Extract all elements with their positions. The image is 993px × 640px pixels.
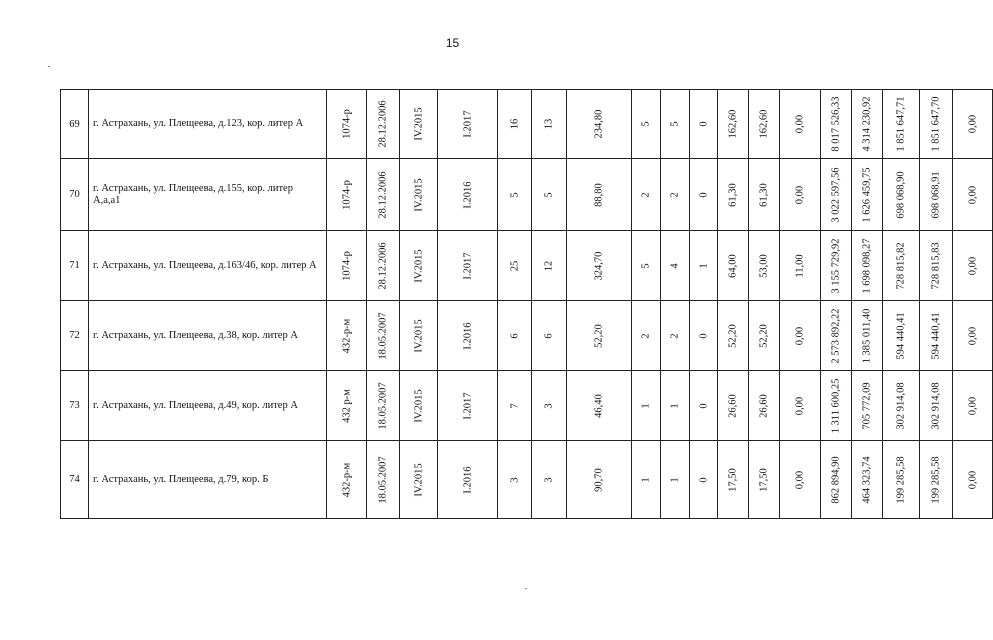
cell-v2 — [532, 301, 567, 371]
cell-value: I.2016 — [462, 180, 473, 209]
cell-end — [438, 301, 498, 371]
cell-value: 1 626 459,75 — [861, 166, 873, 223]
cell-value: I.2016 — [462, 465, 473, 494]
cell-value: 1 — [669, 476, 681, 483]
cell-v14 — [953, 90, 993, 159]
cell-value: 0 — [698, 332, 709, 339]
cell-v9 — [780, 231, 821, 301]
cell-v6 — [690, 441, 718, 519]
cell-start — [400, 371, 438, 441]
cell-v5 — [661, 90, 690, 159]
cell-v3 — [567, 90, 632, 159]
cell-v1 — [498, 301, 532, 371]
cell-v7 — [718, 301, 749, 371]
cell-value: 18.05.2007 — [377, 311, 389, 360]
row-number: 70 — [61, 159, 89, 231]
cell-doc-no — [327, 371, 367, 441]
table-row — [61, 90, 993, 159]
cell-v4 — [632, 231, 661, 301]
cell-v9 — [780, 371, 821, 441]
cell-end — [438, 90, 498, 159]
cell-value: 2 — [640, 191, 652, 198]
cell-v7 — [718, 371, 749, 441]
cell-v12 — [883, 159, 920, 231]
cell-value: 17,50 — [758, 467, 770, 492]
cell-v6 — [690, 301, 718, 371]
cell-value: 2 — [669, 332, 681, 339]
cell-value: IV.2015 — [413, 462, 424, 497]
cell-v8 — [749, 301, 780, 371]
cell-v9 — [780, 301, 821, 371]
cell-value: 5 — [640, 262, 652, 269]
cell-v8 — [749, 90, 780, 159]
cell-value: 61,30 — [758, 182, 770, 207]
cell-value: 16 — [509, 118, 520, 130]
cell-v10 — [821, 159, 852, 231]
row-number: 69 — [61, 90, 89, 159]
cell-v4 — [632, 90, 661, 159]
cell-v2 — [532, 371, 567, 441]
cell-value: 13 — [543, 118, 555, 130]
cell-value: 3 155 729,92 — [830, 237, 842, 294]
cell-value: 0,00 — [967, 185, 978, 204]
cell-doc-date — [367, 441, 400, 519]
cell-v2 — [532, 441, 567, 519]
cell-value: 6 — [543, 332, 555, 339]
cell-value: 698 068,90 — [895, 170, 907, 219]
cell-value: 26,60 — [727, 393, 739, 418]
address-cell: г. Астрахань, ул. Плещеева, д.79, кор. Б — [89, 441, 327, 519]
cell-v7 — [718, 159, 749, 231]
cell-v12 — [883, 231, 920, 301]
cell-doc-date — [367, 371, 400, 441]
cell-value: 199 285,58 — [895, 455, 907, 504]
cell-v5 — [661, 441, 690, 519]
cell-value: IV.2015 — [413, 107, 424, 141]
cell-v6 — [690, 231, 718, 301]
table-body — [61, 90, 993, 519]
cell-v13 — [920, 231, 953, 301]
cell-value: 0,00 — [967, 114, 978, 134]
cell-doc-no — [327, 441, 367, 519]
cell-v8 — [749, 441, 780, 519]
cell-value: I.2017 — [462, 110, 473, 138]
table-row — [61, 231, 993, 301]
cell-value: 464 323,74 — [861, 455, 873, 504]
cell-v14 — [953, 159, 993, 231]
scan-speck — [48, 66, 50, 67]
cell-value: 2 — [669, 191, 681, 198]
table-row — [61, 441, 993, 519]
cell-value: 0,00 — [967, 470, 978, 489]
cell-v7 — [718, 441, 749, 519]
cell-v7 — [718, 90, 749, 159]
cell-value: 698 068,91 — [930, 170, 942, 219]
cell-v13 — [920, 371, 953, 441]
cell-v3 — [567, 441, 632, 519]
cell-v3 — [567, 159, 632, 231]
cell-value: 18.05.2007 — [377, 455, 389, 504]
cell-value: 432-р-м — [341, 318, 352, 353]
cell-value: 28.12.2006 — [377, 100, 389, 148]
cell-value: 3 — [543, 476, 555, 483]
cell-end — [438, 441, 498, 519]
cell-value: 1 — [640, 402, 652, 409]
cell-v8 — [749, 231, 780, 301]
cell-end — [438, 371, 498, 441]
cell-value: I.2016 — [462, 321, 473, 350]
cell-value: 0,00 — [967, 326, 978, 345]
cell-value: 1 311 600,25 — [830, 378, 842, 433]
cell-value: 1 — [669, 402, 681, 409]
cell-value: 1074-р — [341, 179, 352, 210]
cell-value: 728 815,83 — [930, 241, 942, 290]
cell-v1 — [498, 371, 532, 441]
cell-value: 1 851 647,70 — [930, 96, 942, 152]
cell-value: 4 314 230,92 — [861, 96, 873, 152]
cell-value: 705 772,09 — [861, 381, 873, 430]
cell-v2 — [532, 90, 567, 159]
cell-v10 — [821, 231, 852, 301]
cell-value: 64,00 — [727, 253, 739, 278]
cell-value: 0,00 — [794, 114, 806, 134]
cell-value: 0 — [698, 402, 709, 409]
cell-doc-no — [327, 159, 367, 231]
cell-value: 52,20 — [758, 323, 770, 348]
cell-v8 — [749, 159, 780, 231]
cell-value: 53,00 — [758, 253, 770, 278]
cell-value: 324,70 — [593, 251, 605, 280]
cell-value: 52,20 — [593, 323, 605, 348]
housing-table — [60, 89, 993, 519]
cell-value: 1 — [698, 262, 709, 269]
cell-value: 17,50 — [727, 467, 739, 492]
cell-v13 — [920, 90, 953, 159]
cell-value: 728 815,82 — [895, 241, 907, 290]
cell-v5 — [661, 159, 690, 231]
cell-v11 — [852, 301, 883, 371]
cell-v11 — [852, 441, 883, 519]
cell-start — [400, 90, 438, 159]
cell-value: 12 — [543, 260, 555, 271]
cell-value: 52,20 — [727, 323, 739, 348]
cell-value: 88,80 — [593, 182, 605, 207]
cell-v2 — [532, 231, 567, 301]
cell-value: 25 — [509, 260, 520, 271]
cell-value: 5 — [543, 191, 555, 198]
cell-value: 3 — [543, 402, 555, 409]
cell-v12 — [883, 301, 920, 371]
row-number: 74 — [61, 441, 89, 519]
address-cell: г. Астрахань, ул. Плещеева, д.38, кор. литер А — [89, 301, 327, 371]
cell-v2 — [532, 159, 567, 231]
cell-v1 — [498, 90, 532, 159]
cell-v13 — [920, 301, 953, 371]
cell-value: 1 698 098,27 — [861, 237, 873, 294]
cell-value: 1 — [640, 476, 652, 483]
cell-value: 0,00 — [794, 185, 806, 204]
cell-value: 0 — [698, 121, 709, 127]
cell-value: 7 — [509, 402, 520, 409]
cell-v5 — [661, 371, 690, 441]
row-number: 71 — [61, 231, 89, 301]
cell-v11 — [852, 90, 883, 159]
cell-v10 — [821, 90, 852, 159]
cell-value: 0 — [698, 191, 709, 198]
table-row — [61, 159, 993, 231]
cell-value: 61,30 — [727, 182, 739, 207]
cell-value: 90,70 — [593, 467, 605, 492]
address-cell: г. Астрахань, ул. Плещеева, д.163/46, кор. литер А — [89, 231, 327, 301]
cell-value: 1074-р — [341, 250, 352, 281]
cell-v4 — [632, 371, 661, 441]
cell-value: IV.2015 — [413, 248, 424, 283]
cell-v11 — [852, 371, 883, 441]
cell-doc-date — [367, 90, 400, 159]
cell-value: 862 894,90 — [830, 455, 842, 504]
row-number: 73 — [61, 371, 89, 441]
cell-value: 1 385 011,40 — [861, 308, 873, 363]
cell-v7 — [718, 231, 749, 301]
cell-value: 162,60 — [758, 109, 770, 139]
cell-value: 199 285,58 — [930, 455, 942, 504]
cell-v6 — [690, 90, 718, 159]
cell-v13 — [920, 441, 953, 519]
cell-value: 0,00 — [967, 396, 978, 415]
table-row — [61, 371, 993, 441]
cell-v10 — [821, 371, 852, 441]
cell-value: 26,60 — [758, 393, 770, 418]
cell-value: IV.2015 — [413, 177, 424, 212]
cell-value: 162,60 — [727, 109, 739, 139]
cell-value: 2 573 892,22 — [830, 307, 842, 364]
cell-value: 3 — [509, 476, 520, 483]
cell-value: 6 — [509, 332, 520, 339]
cell-value: 1 851 647,71 — [895, 96, 907, 152]
cell-start — [400, 441, 438, 519]
cell-doc-date — [367, 301, 400, 371]
address-cell: г. Астрахань, ул. Плещеева, д.49, кор. литер А — [89, 371, 327, 441]
cell-doc-date — [367, 159, 400, 231]
cell-v8 — [749, 371, 780, 441]
cell-v4 — [632, 301, 661, 371]
row-number: 72 — [61, 301, 89, 371]
cell-value: 28.12.2006 — [377, 241, 389, 290]
cell-v6 — [690, 371, 718, 441]
cell-value: 0,00 — [794, 396, 806, 415]
cell-doc-no — [327, 231, 367, 301]
address-cell: г. Астрахань, ул. Плещеева, д.123, кор. литер А — [89, 90, 327, 159]
cell-v9 — [780, 90, 821, 159]
cell-value: 8 017 526,33 — [830, 96, 842, 152]
cell-value: 0,00 — [794, 470, 806, 489]
cell-value: I.2017 — [462, 251, 473, 280]
address-cell: г. Астрахань, ул. Плещеева, д.155, кор. литер А,а,а1 — [89, 159, 327, 231]
cell-v3 — [567, 301, 632, 371]
cell-v13 — [920, 159, 953, 231]
cell-v10 — [821, 441, 852, 519]
cell-value: IV.2015 — [413, 388, 424, 423]
cell-doc-no — [327, 301, 367, 371]
cell-v1 — [498, 159, 532, 231]
cell-v4 — [632, 159, 661, 231]
cell-v12 — [883, 441, 920, 519]
cell-v14 — [953, 371, 993, 441]
table-row — [61, 301, 993, 371]
cell-value: 432-р-м — [341, 462, 352, 497]
cell-value: I.2017 — [462, 391, 473, 420]
cell-value: IV.2015 — [413, 318, 424, 353]
cell-v3 — [567, 231, 632, 301]
cell-value: 0 — [698, 476, 709, 483]
cell-start — [400, 301, 438, 371]
cell-v3 — [567, 371, 632, 441]
cell-value: 3 022 597,56 — [830, 166, 842, 223]
cell-end — [438, 159, 498, 231]
cell-value: 0,00 — [794, 326, 806, 345]
cell-v1 — [498, 441, 532, 519]
cell-value: 2 — [640, 332, 652, 339]
scan-speck — [525, 588, 527, 589]
cell-value: 5 — [669, 121, 681, 127]
cell-start — [400, 231, 438, 301]
cell-v10 — [821, 301, 852, 371]
cell-value: 18.05.2007 — [377, 381, 389, 430]
cell-v12 — [883, 90, 920, 159]
cell-v5 — [661, 301, 690, 371]
cell-v14 — [953, 231, 993, 301]
cell-end — [438, 231, 498, 301]
cell-doc-no — [327, 90, 367, 159]
cell-value: 11,00 — [794, 253, 806, 278]
cell-value: 4 — [669, 262, 681, 269]
cell-value: 302 914,08 — [930, 381, 942, 430]
cell-v6 — [690, 159, 718, 231]
cell-v11 — [852, 159, 883, 231]
cell-value: 5 — [640, 121, 652, 127]
cell-v9 — [780, 441, 821, 519]
cell-value: 594 440,41 — [930, 311, 942, 360]
page-number: 15 — [445, 36, 460, 50]
cell-value: 302 914,08 — [895, 381, 907, 430]
cell-v1 — [498, 231, 532, 301]
cell-value: 46,40 — [593, 393, 605, 418]
cell-value: 28.12.2006 — [377, 170, 389, 219]
cell-v12 — [883, 371, 920, 441]
cell-doc-date — [367, 231, 400, 301]
cell-v11 — [852, 231, 883, 301]
cell-value: 432 р-м — [341, 388, 352, 423]
cell-v4 — [632, 441, 661, 519]
cell-value: 234,80 — [593, 109, 605, 139]
cell-start — [400, 159, 438, 231]
cell-value: 594 440,41 — [895, 311, 907, 360]
cell-v14 — [953, 301, 993, 371]
cell-v9 — [780, 159, 821, 231]
cell-value: 1074-р — [341, 109, 352, 139]
cell-value: 0,00 — [967, 256, 978, 275]
cell-value: 5 — [509, 191, 520, 198]
cell-v14 — [953, 441, 993, 519]
cell-v5 — [661, 231, 690, 301]
